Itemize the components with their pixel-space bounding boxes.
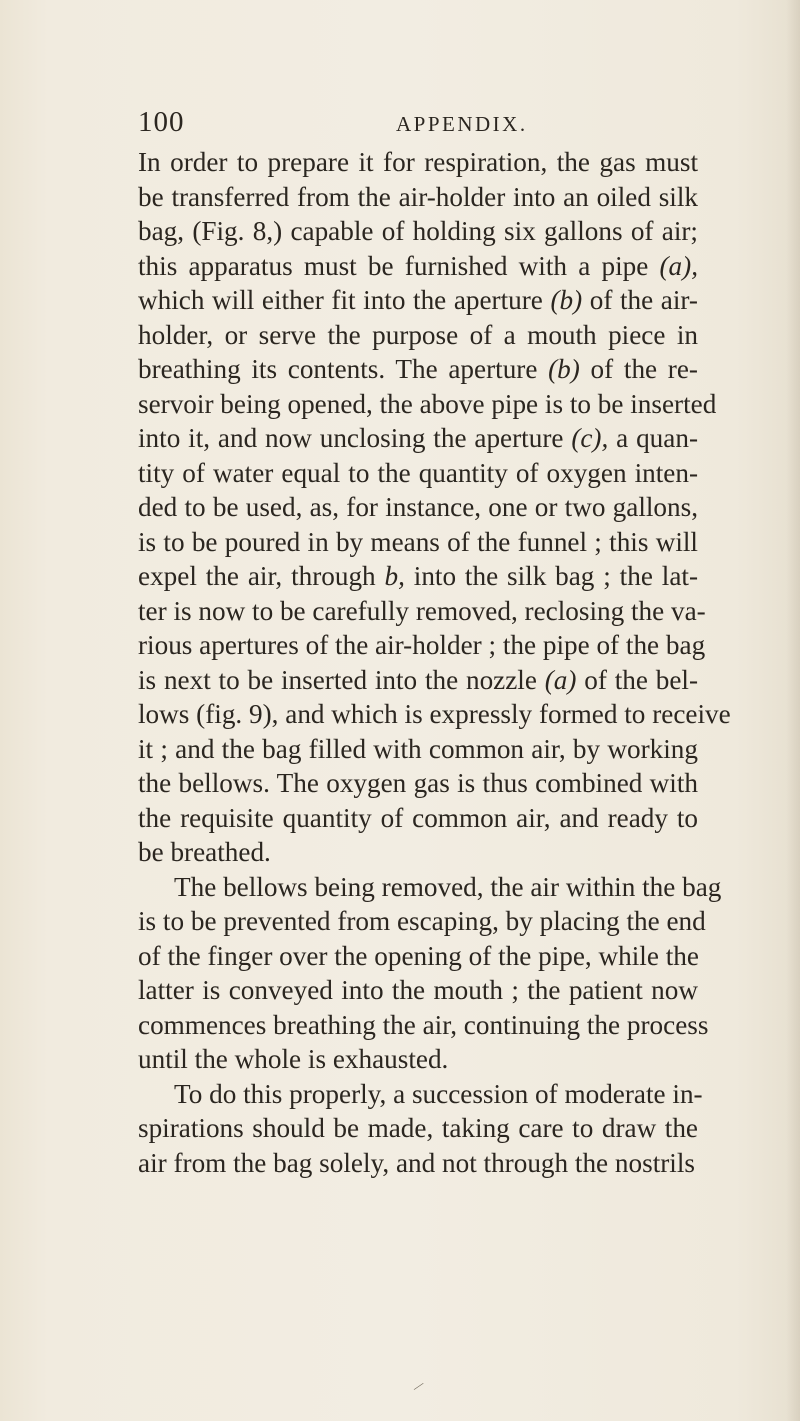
text-segment: rious apertures of the air-holder ; the pipe of the bag xyxy=(138,630,706,660)
text-line xyxy=(138,421,698,456)
text-line xyxy=(138,456,698,491)
text-segment: spirations should be made, taking care to draw the xyxy=(138,1113,698,1143)
text-line xyxy=(138,904,706,939)
paragraph xyxy=(138,870,722,1077)
text-line xyxy=(138,835,698,870)
italic-reference: (a) xyxy=(544,664,577,695)
text-line xyxy=(138,1111,698,1146)
text-segment: bag, (Fig. 8,) capable of holding six gallons of air; xyxy=(138,216,698,246)
text-segment: air from the bag solely, and not through the nostrils xyxy=(138,1147,695,1178)
text-segment: commences breathing the air, continuing the process xyxy=(138,1009,709,1040)
text-segment: a quan- xyxy=(608,423,698,453)
text-line xyxy=(138,1042,698,1077)
text-line xyxy=(138,525,698,560)
text-line xyxy=(138,490,698,525)
text-line xyxy=(138,663,698,698)
text-segment: To do this properly, a succession of moderate in- xyxy=(174,1078,703,1109)
text-line xyxy=(138,180,698,215)
text-segment: holder, or serve the purpose of a mouth piece in xyxy=(138,319,698,350)
text-line xyxy=(138,973,698,1008)
stray-mark: ⁄ xyxy=(414,1380,423,1395)
body-text xyxy=(138,145,731,1180)
text-segment: this apparatus must be furnished with a pipe xyxy=(138,250,660,281)
text-line xyxy=(138,628,706,663)
text-segment: of the re- xyxy=(579,354,698,384)
text-line xyxy=(138,1077,703,1112)
text-line xyxy=(138,766,698,801)
text-segment: The bellows being removed, the air within the bag xyxy=(174,871,722,902)
italic-reference: (b) xyxy=(550,285,583,315)
text-segment: the bellows. The oxygen gas is thus combined with xyxy=(138,768,698,798)
page-number: 100 xyxy=(138,106,185,138)
paragraph xyxy=(138,1077,703,1181)
italic-reference: b, xyxy=(384,561,405,591)
text-segment: be breathed. xyxy=(138,837,271,867)
text-segment: it ; and the bag filled with common air, by working xyxy=(138,733,698,764)
text-segment: of the air- xyxy=(582,285,698,315)
text-line xyxy=(138,870,722,905)
text-line xyxy=(138,939,698,974)
page-header xyxy=(138,106,698,140)
text-segment: into it, and now unclosing the aperture xyxy=(138,423,572,453)
text-line xyxy=(138,283,698,318)
text-segment: of the finger over the opening of the pipe, while the xyxy=(138,940,699,971)
text-segment: breathing its contents. The aperture xyxy=(138,354,549,384)
text-segment: into the silk bag ; the lat- xyxy=(404,561,698,591)
text-segment: is next to be inserted into the nozzle xyxy=(138,664,545,695)
italic-reference: (c), xyxy=(571,423,609,453)
text-line xyxy=(138,559,698,594)
text-line xyxy=(138,352,698,387)
text-segment: of the bel- xyxy=(576,664,698,695)
text-line xyxy=(138,697,731,732)
text-segment: is to be poured in by means of the funnel ; this will xyxy=(138,526,698,557)
text-segment: which will either fit into the aperture xyxy=(138,285,551,315)
text-line xyxy=(138,732,698,767)
text-line xyxy=(138,594,706,629)
text-segment: be transferred from the air-holder into an oiled silk xyxy=(138,181,698,212)
text-segment: until the whole is exhausted. xyxy=(138,1044,449,1074)
text-segment: tity of water equal to the quantity of oxygen inten- xyxy=(138,457,698,488)
text-line xyxy=(138,801,698,836)
text-line xyxy=(138,145,698,180)
text-segment: In order to prepare it for respiration, the gas must xyxy=(138,147,698,177)
text-line xyxy=(138,318,698,353)
text-line xyxy=(138,1146,698,1181)
text-segment: latter is conveyed into the mouth ; the patient now xyxy=(138,975,698,1005)
text-segment: expel the air, through xyxy=(138,561,385,591)
text-segment: the requisite quantity of common air, and ready to xyxy=(138,802,698,833)
text-line xyxy=(138,387,717,422)
running-head: APPENDIX. xyxy=(396,112,528,136)
text-segment: servoir being opened, the above pipe is to be inserted xyxy=(138,388,717,419)
text-line xyxy=(138,214,698,249)
italic-reference: (b) xyxy=(548,354,580,384)
text-segment: ded to be used, as, for instance, one or two gallons, xyxy=(138,492,698,522)
italic-reference: (a), xyxy=(659,250,698,281)
text-segment: ter is now to be carefully removed, reclosing the va- xyxy=(138,595,706,626)
paragraph xyxy=(138,145,731,870)
text-segment: lows (fig. 9), and which is expressly formed to receive xyxy=(138,699,731,729)
text-line xyxy=(138,1008,709,1043)
text-line xyxy=(138,249,698,284)
text-segment: is to be prevented from escaping, by placing the end xyxy=(138,906,706,936)
